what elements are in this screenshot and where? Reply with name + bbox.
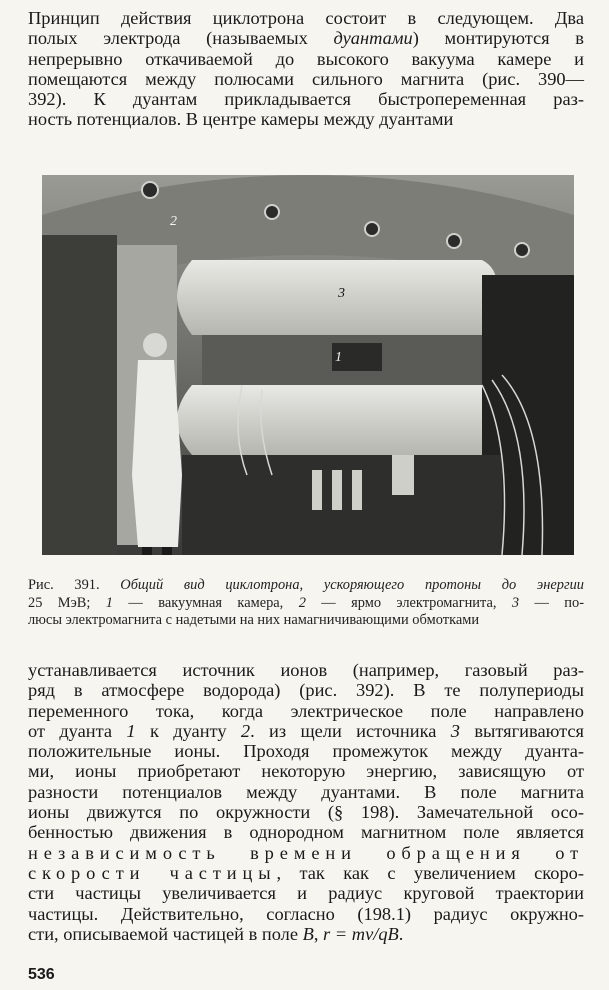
text-line: полых электрода (называемых дуантами) монтируются в xyxy=(28,28,584,49)
paragraph-intro xyxy=(28,8,584,130)
text-line: непрерывно откачиваемой до высокого вакуума камере и xyxy=(28,48,584,69)
figure-label-2: 2 xyxy=(170,214,177,229)
emphasis-text: скорости частицы xyxy=(28,862,277,883)
formula: r = mv/qB xyxy=(323,923,399,944)
text-line: бенностью движения в однородном магнитном поле является xyxy=(28,822,584,843)
text-line: переменного тока, когда электрическое поле направлено xyxy=(28,700,584,721)
paragraph-main xyxy=(28,660,584,944)
text-line: от дуанта 1 к дуанту 2. из щели источника 3 вытягиваются xyxy=(28,720,584,741)
text-line: скорости частицы, так как с увеличением скоро- xyxy=(28,862,584,883)
text-line: положительные ионы. Проходя промежуток между дуанта- xyxy=(28,741,584,762)
text-line: разности потенциалов между дуантами. В поле магнита xyxy=(28,781,584,802)
text-line: ность потенциалов. В центре камеры между дуантами xyxy=(28,109,454,130)
figure-label-3: 3 xyxy=(338,286,345,301)
figure-caption xyxy=(28,577,584,630)
text-line: сти частицы увеличивается и радиус круговой траектории xyxy=(28,883,584,904)
page-number: 536 xyxy=(28,966,55,983)
text-line: помещаются между полюсами сильного магнита (рис. 390— xyxy=(28,68,584,89)
text-line: ми, ионы приобретают некоторую энергию, зависящую от xyxy=(28,761,584,782)
text-line: 392). К дуантам прикладывается быстропеременная раз- xyxy=(28,89,584,110)
caption-line: 25 МэВ; 1 — вакуумная камера, 2 — ярмо электромагнита, 3 — по- xyxy=(28,594,584,611)
caption-line: Рис. 391. Общий вид циклотрона, ускоряющего протоны до энергии xyxy=(28,577,584,593)
text-line: сти, описываемой частицей в поле B, r = mv/qB. xyxy=(28,923,404,944)
figure-label-1: 1 xyxy=(335,350,342,365)
text-line: Принцип действия циклотрона состоит в следующем. Два xyxy=(28,8,584,28)
text-line: ионы движутся по окружности (§ 198). Замечательной осо- xyxy=(28,802,584,823)
text-line: устанавливается источник ионов (например, газовый раз- xyxy=(28,660,584,680)
text-line: ряд в атмосфере водорода) (рис. 392). В те полупериоды xyxy=(28,680,584,701)
cyclotron-photo xyxy=(42,175,574,555)
cyclotron-photo-image xyxy=(42,175,574,555)
caption-line: люсы электромагнита с надетыми на них намагничивающими обмотками xyxy=(28,612,480,629)
text-line: частицы. Действительно, согласно (198.1) радиус окружно- xyxy=(28,903,584,924)
italic-term: дуантами xyxy=(333,28,413,49)
emphasis-line: независимость времени обращения от xyxy=(28,842,584,863)
